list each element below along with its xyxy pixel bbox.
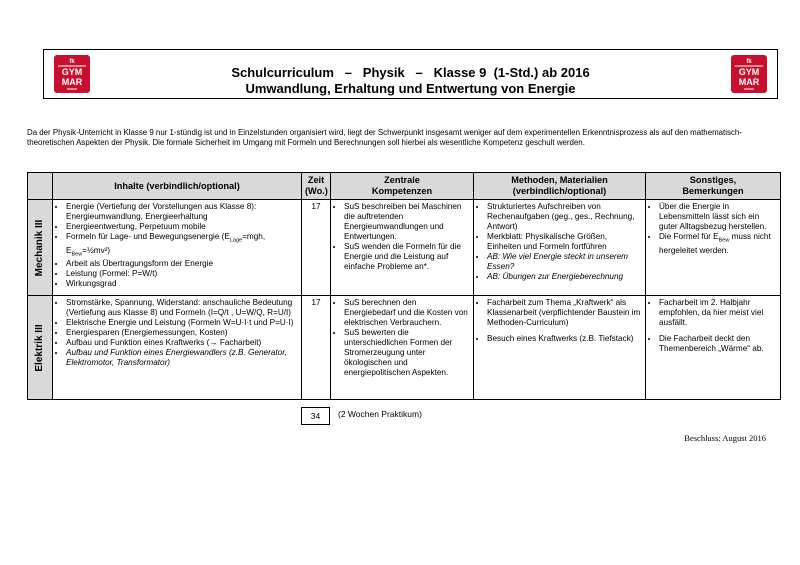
header-sonstiges-line2: Bemerkungen xyxy=(682,186,744,196)
list-item-optional: • AB: Wie viel Energie steckt in unserem Essen? xyxy=(487,252,642,272)
header-methoden-line2: (verbindlich/optional) xyxy=(512,186,607,196)
header-kompetenzen-line1: Zentrale xyxy=(384,175,420,185)
sonstiges-formel-sub: Bew xyxy=(718,237,730,244)
formel-sub-bew: Bew xyxy=(71,251,83,258)
sonstiges-cell-mechanik xyxy=(646,200,781,296)
header-blank-cell xyxy=(28,173,53,200)
methoden-list-elektrik xyxy=(477,298,642,344)
kompetenzen-list-elektrik xyxy=(334,298,470,378)
methoden-list-mechanik xyxy=(477,202,642,282)
logo-top-text-right: fk xyxy=(746,59,752,65)
header-zeit-line2: (Wo.) xyxy=(305,186,328,196)
header-kompetenzen-line2: Kompetenzen xyxy=(371,186,433,196)
list-item-optional: • AB: Übungen zur Energieberechnung xyxy=(487,272,642,282)
list-item: • Merkblatt: Physikalische Größen, Einheiten und Formeln fortführen xyxy=(487,232,642,252)
list-item: • SuS beschreiben bei Maschinen die auftretenden Energieumwandlungen und Entwertungen. xyxy=(344,202,470,242)
header-sonstiges xyxy=(646,173,781,200)
formel-prefix: Formeln für Lage- und Bewegungsenergie (E xyxy=(66,232,230,241)
header-methoden-line1: Methoden, Materialien xyxy=(511,175,608,185)
list-item-optional: • Aufbau und Funktion eines Energiewandlers (z.B. Generator, Elektromotor, Transformator) xyxy=(66,348,298,368)
table-row-mechanik xyxy=(28,200,781,296)
logo-line1-text: GYM xyxy=(61,67,83,77)
formel-sub-lage: Lage xyxy=(229,237,243,244)
page-subtitle: Umwandlung, Erhaltung und Entwertung von Energie xyxy=(245,81,576,96)
zeit-cell-mechanik: 17 xyxy=(302,200,331,296)
total-weeks-cell: 34 xyxy=(301,407,330,425)
sonstiges-list-elektrik xyxy=(649,298,777,354)
row-label-mechanik: Mechanik III xyxy=(34,219,45,276)
sonstiges-cell-elektrik xyxy=(646,296,781,400)
table-row-elektrik xyxy=(28,296,781,400)
list-item: • Über die Energie in Lebensmitteln lässt sich ein guter Alltagsbezug herstellen. xyxy=(659,202,777,232)
list-item: • Energie (Vertiefung der Vorstellungen aus Klasse 8): Energieumwandlung, Energieerhaltung xyxy=(66,202,298,222)
header-kompetenzen xyxy=(331,173,474,200)
inhalte-list-mechanik xyxy=(56,202,298,289)
intro-paragraph: Da der Physik-Unterricht in Klasse 9 nur 1-stündig ist und in Einzelstunden organisiert wird, liegt der Schwerpunkt insgesamt weniger auf dem experimentellen Erkenntnisprozess als auf den mathematisch-theoretischen Aspekten der Physik. Die formale Sicherheit im Umgang mit Formeln und Berechnungen soll hierbei als wesentliche Kompetenz geschult werden. xyxy=(27,128,742,147)
header-sonstiges-line1: Sonstiges, xyxy=(689,175,737,185)
formel-end: =½mv²) xyxy=(82,245,111,255)
praktikum-note: (2 Wochen Praktikum) xyxy=(338,409,422,419)
list-item: • SuS bewerten die unterschiedlichen Formen der Stromerzeugung unter ökologischen und energiepolitischen Aspekten. xyxy=(344,328,470,378)
header-methoden xyxy=(474,173,646,200)
logo-line2-text-right: MAR xyxy=(738,77,760,87)
row-label-elektrik: Elektrik III xyxy=(34,323,45,372)
logo-line1-text-right: GYM xyxy=(738,67,760,77)
row-label-cell xyxy=(28,200,53,296)
logo-top-text: fk xyxy=(69,59,75,65)
kompetenzen-cell-mechanik xyxy=(331,200,474,296)
sonstiges-formel-prefix: Die Formel für E xyxy=(659,232,719,241)
sonstiges-formel-suffix: muss nicht hergeleitet werden. xyxy=(659,232,771,255)
formel-mid: =mgh, E xyxy=(66,232,266,255)
list-item: • Leistung (Formel: P=W/t) xyxy=(66,269,298,279)
sonstiges-list-mechanik xyxy=(649,202,777,256)
curriculum-table xyxy=(27,172,781,400)
list-item: • Energieentwertung, Perpetuum mobile xyxy=(66,222,298,232)
list-item: • Stromstärke, Spannung, Widerstand: anschauliche Bedeutung (Vertiefung aus Klasse 8) und Formeln (I=Q/t , U=W/Q, R=U/I) xyxy=(66,298,298,318)
list-item: • Energiesparen (Energiemessungen, Kosten) xyxy=(66,328,298,338)
list-item: • Facharbeit zum Thema „Kraftwerk“ als Klassenarbeit (verpflichtender Baustein im Methoden-Curriculum) xyxy=(487,298,642,328)
header-zeit xyxy=(302,173,331,200)
kompetenzen-cell-elektrik xyxy=(331,296,474,400)
list-item: • Strukturiertes Aufschreiben von Rechenaufgaben (geg., ges., Rechnung, Antwort) xyxy=(487,202,642,232)
list-item: • Die Facharbeit deckt den Themenbereich „Wärme“ ab. xyxy=(659,334,777,354)
list-item-formel xyxy=(66,232,298,259)
header-inhalte: Inhalte (verbindlich/optional) xyxy=(53,173,302,200)
zeit-cell-elektrik: 17 xyxy=(302,296,331,400)
list-item: • Aufbau und Funktion eines Kraftwerks (→ Facharbeit) xyxy=(66,338,298,348)
table-header-row xyxy=(28,173,781,200)
page-title: Schulcurriculum – Physik – Klasse 9 (1-Std.) ab 2016 xyxy=(231,65,590,80)
inhalte-cell-elektrik xyxy=(53,296,302,400)
methoden-cell-mechanik xyxy=(474,200,646,296)
list-item: • Arbeit als Übertragungsform der Energie xyxy=(66,259,298,269)
list-item: • Elektrische Energie und Leistung (Formeln W=U·I·t und P=U·I) xyxy=(66,318,298,328)
beschluss-date: Beschluss: August 2016 xyxy=(684,433,766,443)
header-zeit-line1: Zeit xyxy=(307,175,325,185)
school-logo-right xyxy=(731,55,767,93)
school-logo-graphic-right xyxy=(731,55,767,93)
list-item: • SuS berechnen den Energiebedarf und die Kosten von elektrischen Verbrauchern. xyxy=(344,298,470,328)
kompetenzen-list-mechanik xyxy=(334,202,470,272)
header-box xyxy=(43,49,778,99)
list-item-formel-bew xyxy=(659,232,777,256)
row-label-cell xyxy=(28,296,53,400)
inhalte-list-elektrik xyxy=(56,298,298,368)
inhalte-cell-mechanik xyxy=(53,200,302,296)
list-item: • Wirkungsgrad xyxy=(66,279,298,289)
list-item: • Facharbeit im 2. Halbjahr empfohlen, da hier meist viel ausfällt. xyxy=(659,298,777,328)
list-item: • SuS wenden die Formeln für die Energie und die Leistung auf einfache Probleme an*. xyxy=(344,242,470,272)
methoden-cell-elektrik xyxy=(474,296,646,400)
list-item: • Besuch eines Kraftwerks (z.B. Tiefstack) xyxy=(487,334,642,344)
logo-line2-text: MAR xyxy=(61,77,83,87)
